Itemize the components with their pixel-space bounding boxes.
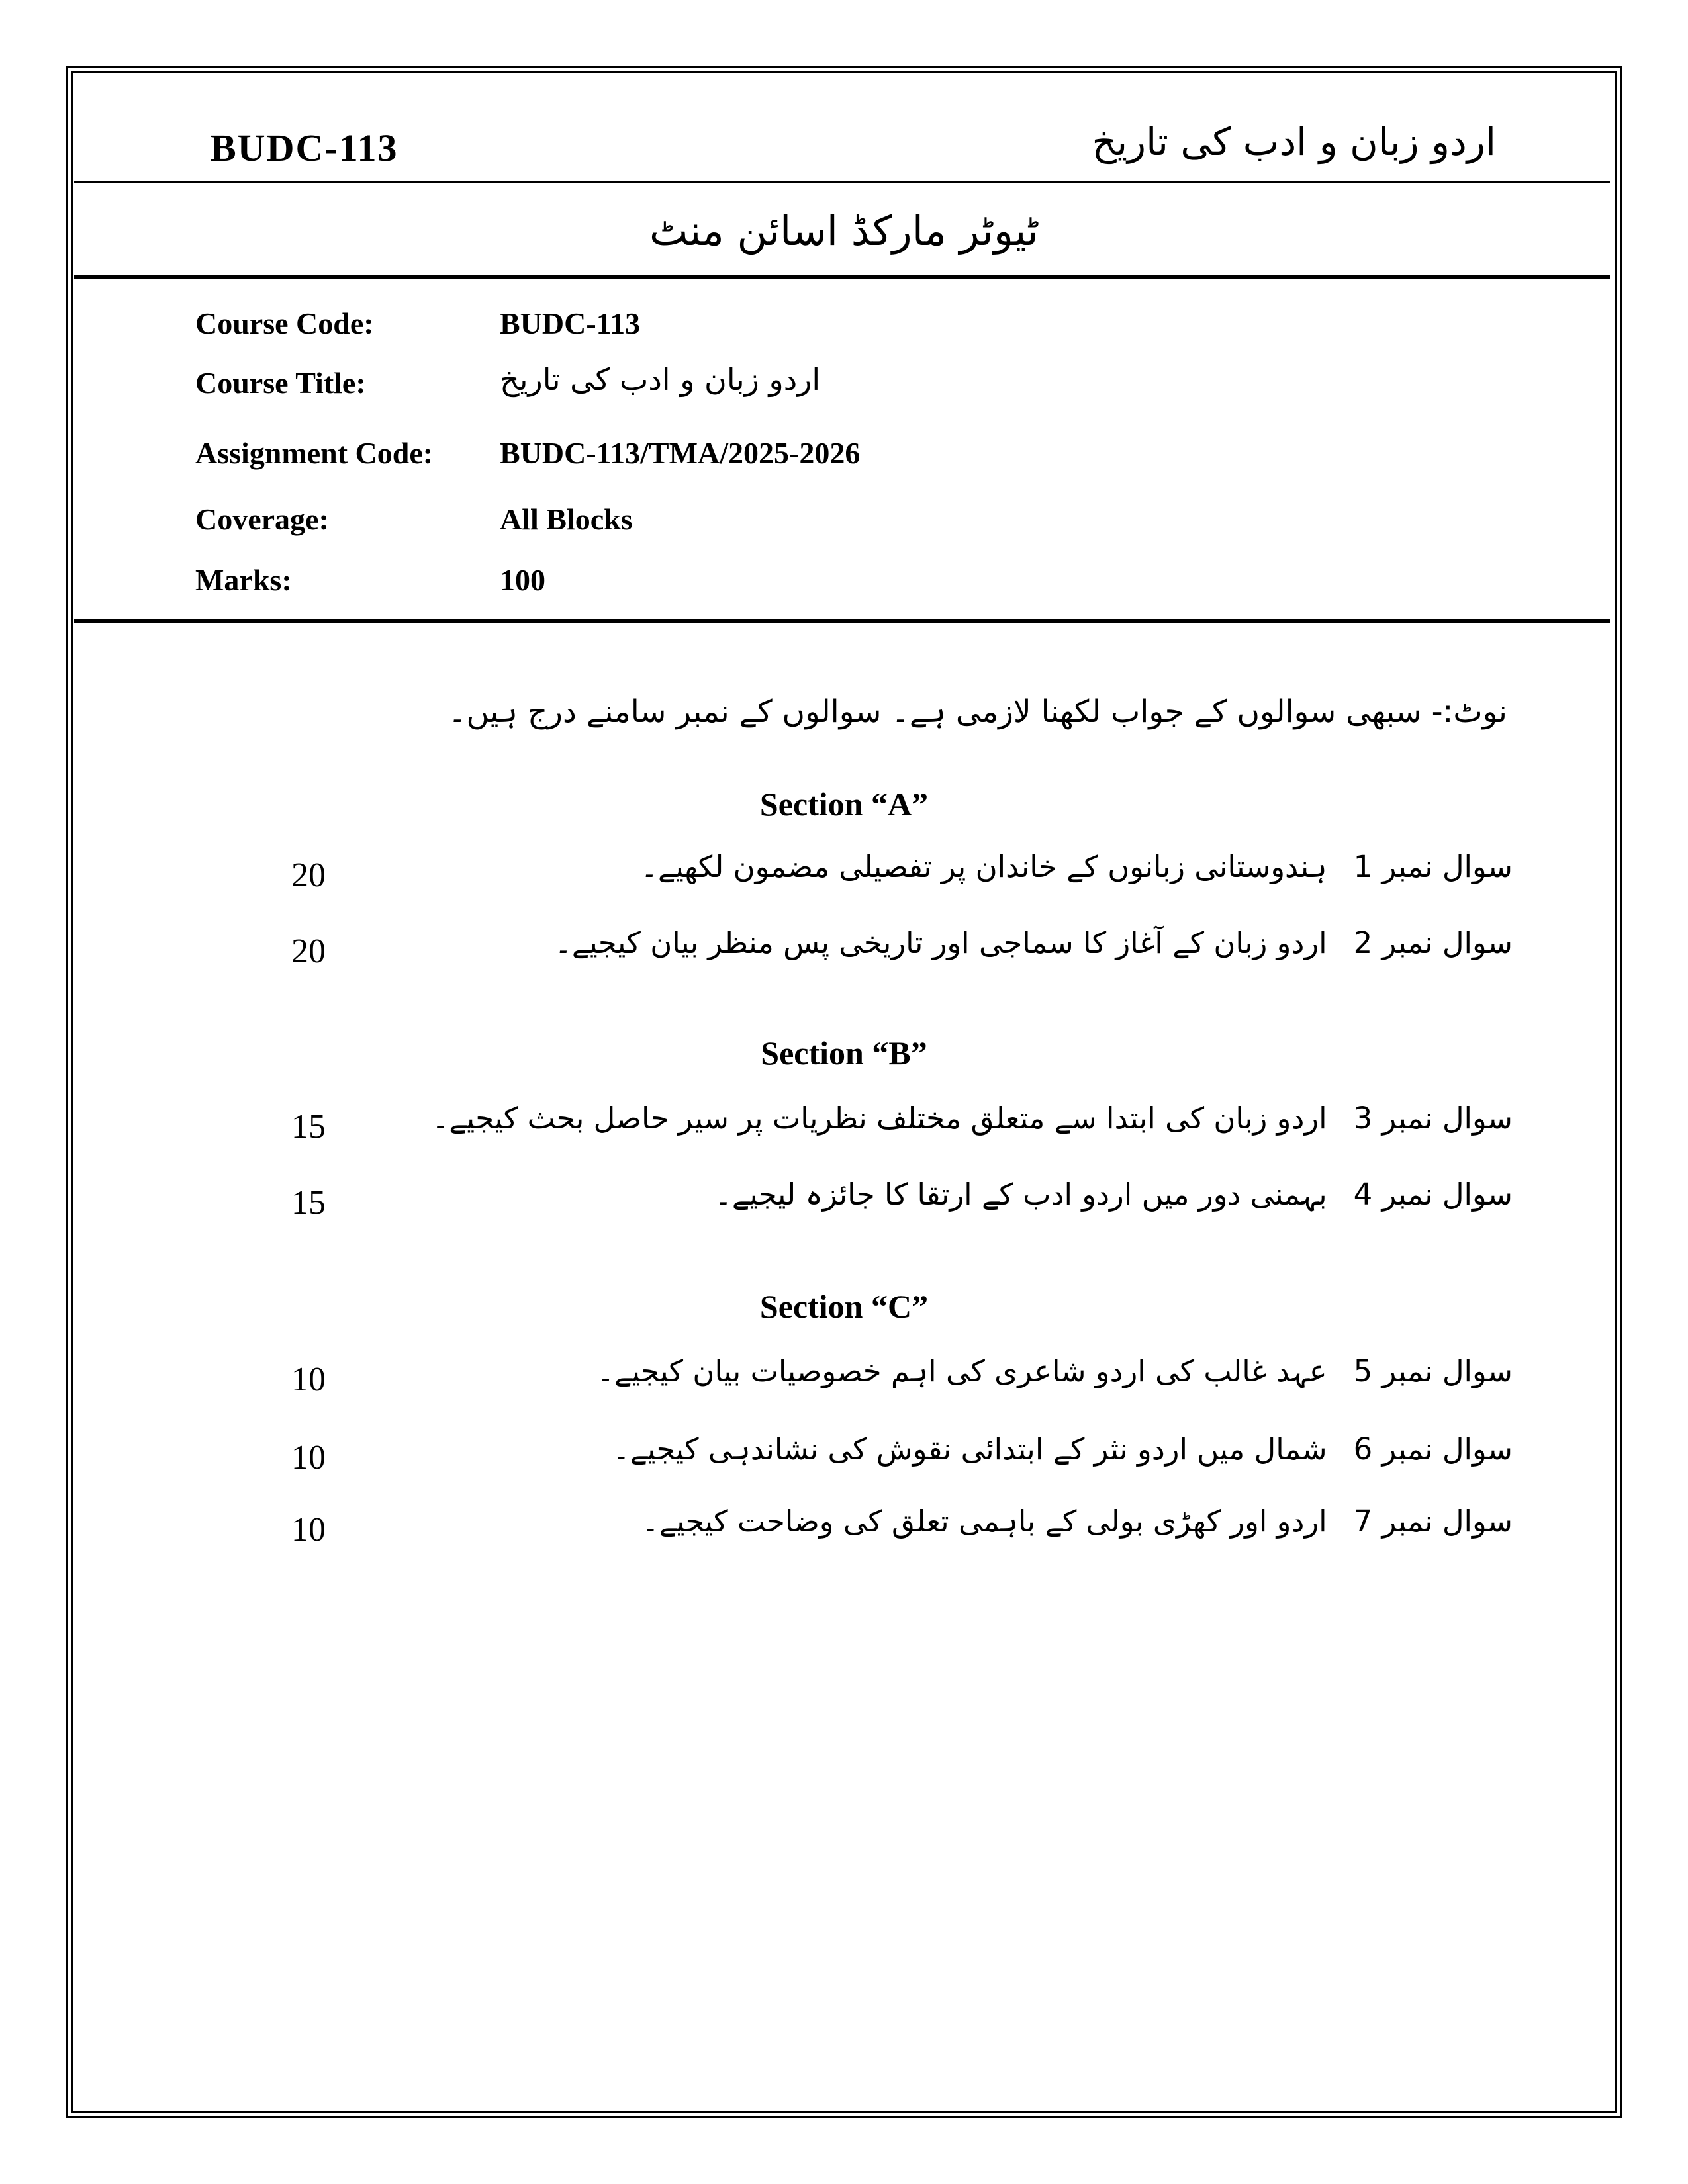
detail-label-course-code: Course Code: (195, 306, 374, 340)
question-marks: 10 (291, 1361, 326, 1398)
question-marks: 20 (291, 856, 326, 894)
section-heading-a: Section “A” (759, 786, 929, 823)
instructions-note-urdu: نوٹ:- سبھی سوالوں کے جواب لکھنا لازمی ہے۔ سوالوں کے نمبر سامنے درج ہیں۔ (447, 694, 1507, 730)
detail-value-coverage: All Blocks (500, 502, 633, 536)
question-row-1 (291, 849, 1513, 895)
question-marks: 10 (291, 1511, 326, 1549)
question-text: عہد غالب کی اردو شاعری کی اہم خصوصیات بیان کیجیے۔ (596, 1353, 1327, 1388)
question-text: اردو زبان کی ابتدا سے متعلق مختلف نظریات پر سیر حاصل بحث کیجیے۔ (431, 1101, 1327, 1136)
detail-label-course-title: Course Title: (195, 366, 366, 400)
course-title-header-urdu: اردو زبان و ادب کی تاریخ (1092, 119, 1496, 164)
question-row-6 (291, 1432, 1513, 1477)
question-row-4 (291, 1177, 1513, 1222)
question-text: اردو اور کھڑی بولی کے باہمی تعلق کی وضاحت کیجیے۔ (641, 1504, 1327, 1539)
course-code-header: BUDC-113 (211, 126, 399, 169)
question-marks: 15 (291, 1108, 326, 1146)
detail-label-marks: Marks: (195, 563, 292, 597)
detail-value-assignment-code: BUDC-113/TMA/2025-2026 (500, 436, 861, 470)
question-row-7 (291, 1504, 1513, 1549)
question-text: اردو زبان کے آغاز کا سماجی اور تاریخی پس منظر بیان کیجیے۔ (554, 925, 1327, 960)
question-row-3 (291, 1101, 1513, 1146)
section-heading-c: Section “C” (759, 1288, 929, 1325)
question-number-label: سوال نمبر 7 (1353, 1504, 1513, 1539)
question-text: بہمنی دور میں اردو ادب کے ارتقا کا جائزہ لیجیے۔ (714, 1177, 1327, 1212)
question-marks: 10 (291, 1439, 326, 1477)
question-row-5 (291, 1353, 1513, 1399)
question-text: شمال میں اردو نثر کے ابتدائی نقوش کی نشاندہی کیجیے۔ (612, 1432, 1327, 1467)
question-row-2 (291, 925, 1513, 971)
title-divider-line (74, 275, 1610, 279)
document-title-urdu: ٹیوٹر مارکڈ اسائن منٹ (649, 206, 1039, 255)
detail-label-assignment-code: Assignment Code: (195, 436, 434, 470)
details-divider-line (74, 619, 1610, 623)
detail-value-marks: 100 (500, 563, 545, 597)
question-marks: 15 (291, 1184, 326, 1222)
detail-label-coverage: Coverage: (195, 502, 329, 536)
detail-value-course-title: اردو زبان و ادب کی تاریخ (500, 361, 821, 397)
question-number-label: سوال نمبر 4 (1353, 1177, 1513, 1212)
question-marks: 20 (291, 933, 326, 970)
question-text: ہندوستانی زبانوں کے خاندان پر تفصیلی مضمون لکھیے۔ (640, 849, 1327, 884)
section-heading-b: Section “B” (761, 1034, 927, 1071)
question-number-label: سوال نمبر 3 (1353, 1101, 1513, 1136)
detail-value-course-code: BUDC-113 (500, 306, 641, 340)
question-number-label: سوال نمبر 1 (1353, 849, 1513, 884)
question-number-label: سوال نمبر 6 (1353, 1432, 1513, 1467)
question-number-label: سوال نمبر 5 (1353, 1353, 1513, 1388)
header-divider-line (74, 181, 1610, 183)
question-number-label: سوال نمبر 2 (1353, 925, 1513, 960)
